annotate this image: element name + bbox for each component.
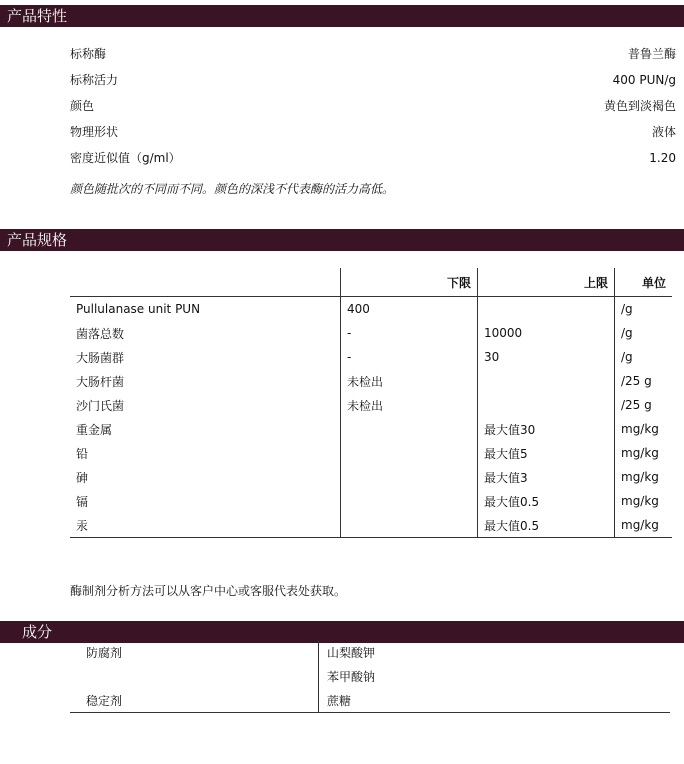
table-cell: 蔗糖	[319, 688, 671, 713]
table-cell	[478, 297, 615, 322]
property-row	[70, 96, 676, 116]
section-title: 产品规格	[7, 231, 68, 249]
table-row	[70, 640, 670, 664]
table-cell	[341, 489, 478, 513]
table-row	[70, 489, 672, 513]
table-cell: /g	[615, 297, 673, 322]
property-value: 黄色到淡褐色	[603, 99, 676, 113]
table-cell: mg/kg	[615, 465, 673, 489]
table-row	[70, 393, 672, 417]
table-cell	[70, 664, 319, 688]
table-cell: 未检出	[341, 369, 478, 393]
table-row	[70, 465, 672, 489]
property-row	[70, 122, 676, 142]
table-cell: mg/kg	[615, 489, 673, 513]
column-header: 上限	[478, 268, 615, 297]
table-cell: /25 g	[615, 369, 673, 393]
table-cell: 防腐剂	[86, 645, 123, 660]
table-cell: 最大值0.5	[478, 513, 615, 538]
section-header-properties	[0, 5, 684, 27]
table-cell: /25 g	[615, 393, 673, 417]
table-cell	[341, 465, 478, 489]
table-cell: Pullulanase unit PUN	[76, 302, 201, 316]
table-cell: 沙门氏菌	[76, 398, 125, 413]
table-cell	[341, 441, 478, 465]
table-row	[70, 369, 672, 393]
table-row	[70, 441, 672, 465]
table-cell: 稳定剂	[70, 688, 319, 713]
table-cell: 400	[341, 297, 478, 322]
property-label: 密度近似值（g/ml）	[70, 151, 181, 165]
table-row	[70, 664, 670, 688]
table-cell: 菌落总数	[76, 326, 125, 341]
table-row	[70, 688, 670, 713]
table-cell: 砷	[76, 470, 89, 485]
section-header-specs	[0, 229, 684, 251]
analysis-note: 酶制剂分析方法可以从客户中心或客服代表处获取。	[70, 584, 347, 598]
color-note: 颜色随批次的不同而不同。颜色的深浅不代表酶的活力高低。	[70, 182, 395, 196]
table-cell: 镉	[76, 494, 89, 509]
table-cell: 最大值0.5	[478, 489, 615, 513]
property-row	[70, 44, 676, 64]
table-row	[70, 345, 672, 369]
table-cell: mg/kg	[615, 513, 673, 538]
property-label: 标称活力	[70, 73, 119, 87]
column-header: 下限	[341, 268, 478, 297]
table-cell: -	[341, 321, 478, 345]
table-cell: 未检出	[341, 393, 478, 417]
table-cell: 铅	[76, 446, 89, 461]
section-title: 成分	[22, 623, 53, 641]
table-cell	[478, 393, 615, 417]
property-value: 1.20	[649, 151, 676, 165]
table-cell: /g	[615, 321, 673, 345]
property-row	[70, 148, 676, 168]
table-cell	[341, 513, 478, 538]
table-cell: 山梨酸钾	[319, 640, 671, 664]
table-cell: 10000	[478, 321, 615, 345]
table-cell: 大肠菌群	[76, 350, 125, 365]
property-value: 普鲁兰酶	[627, 47, 676, 61]
spec-table	[70, 268, 672, 538]
table-cell: 汞	[70, 513, 341, 538]
table-row	[70, 417, 672, 441]
table-cell: -	[341, 345, 478, 369]
property-row	[70, 70, 676, 90]
property-label: 标称酶	[70, 47, 107, 61]
table-cell	[341, 417, 478, 441]
section-title: 产品特性	[7, 7, 68, 25]
table-cell: 重金属	[76, 422, 113, 437]
table-cell: 最大值5	[478, 441, 615, 465]
table-cell: 大肠杆菌	[76, 374, 125, 389]
ingredients-table	[70, 640, 670, 713]
table-cell: mg/kg	[615, 441, 673, 465]
table-cell: mg/kg	[615, 417, 673, 441]
table-cell: 苯甲酸钠	[319, 664, 671, 688]
table-row	[70, 321, 672, 345]
column-header	[70, 268, 341, 297]
table-cell	[478, 369, 615, 393]
property-value: 液体	[651, 125, 676, 139]
property-value: 400 PUN/g	[612, 73, 676, 87]
property-label: 物理形状	[70, 125, 119, 139]
table-cell: 最大值3	[478, 465, 615, 489]
table-cell: 最大值30	[478, 417, 615, 441]
property-label: 颜色	[70, 99, 95, 113]
column-header: 单位	[615, 268, 673, 297]
table-row	[70, 513, 672, 538]
table-cell: 30	[478, 345, 615, 369]
table-cell: /g	[615, 345, 673, 369]
table-row	[70, 297, 672, 322]
